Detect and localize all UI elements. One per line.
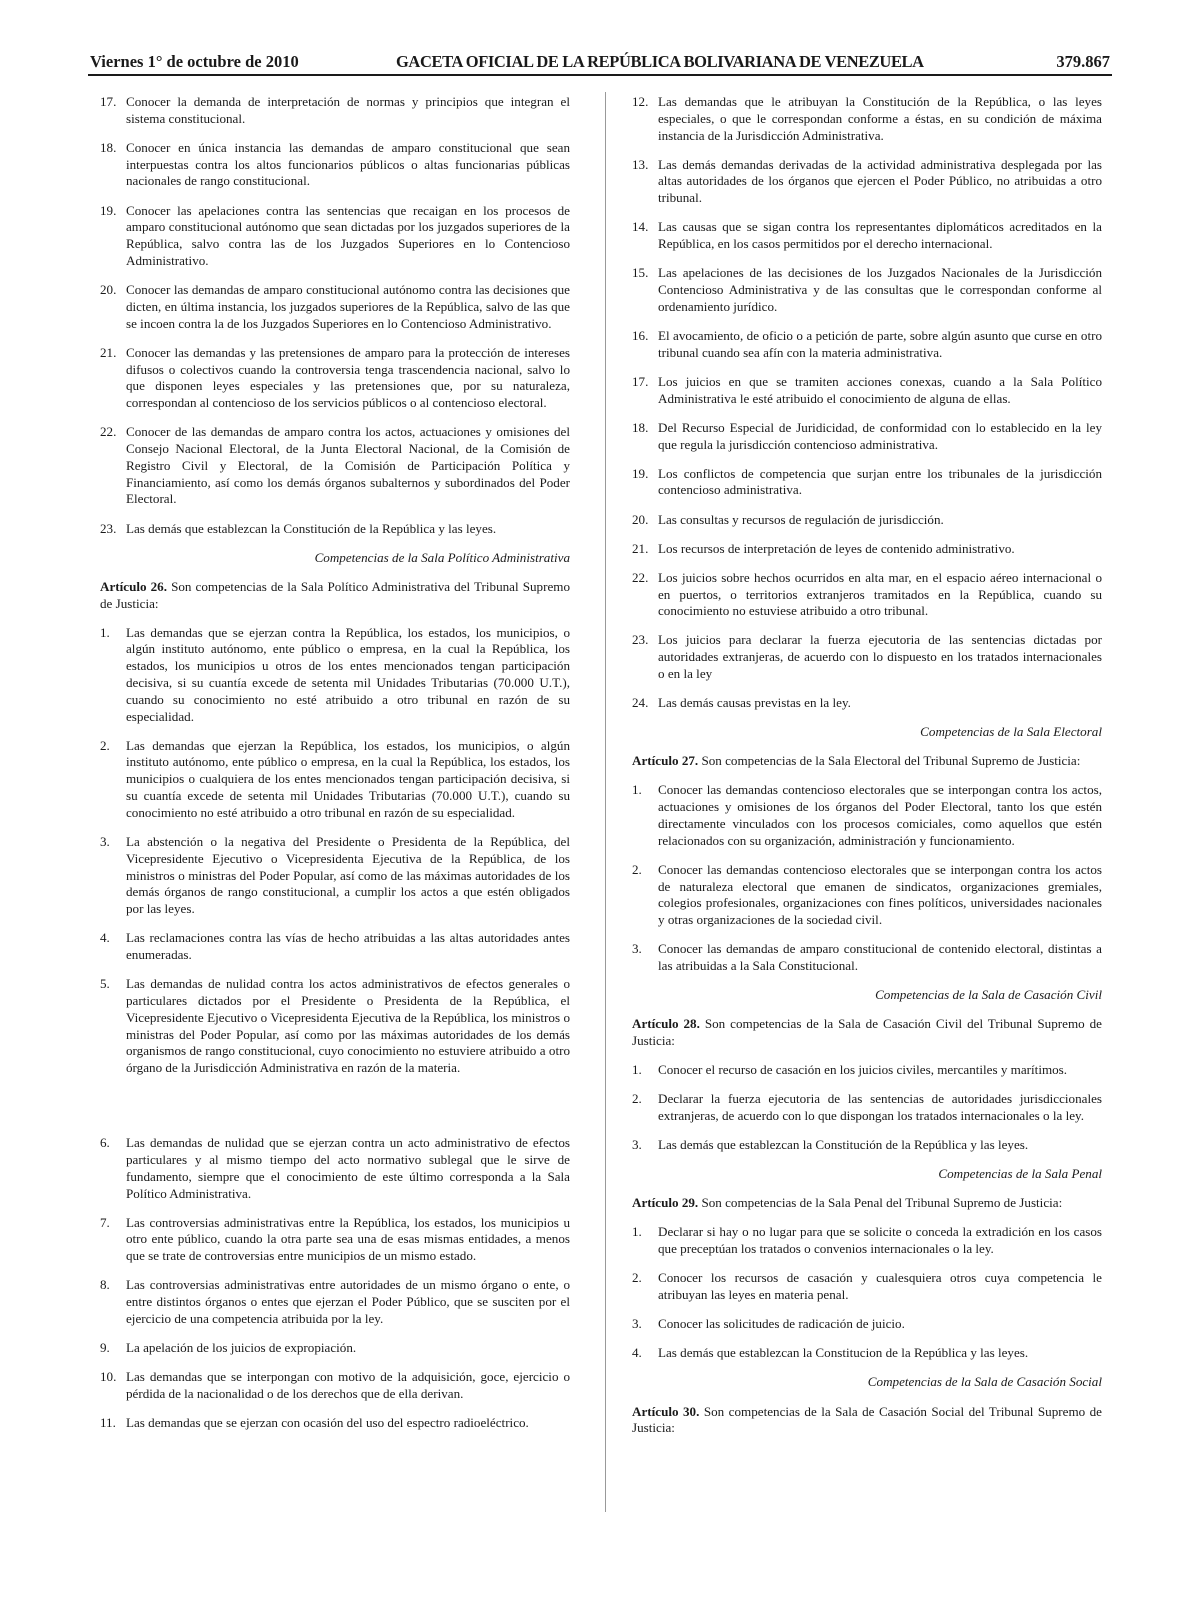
list-item: [632, 1270, 1102, 1304]
article-label: Artículo 27.: [632, 753, 699, 769]
item-text: Las consultas y recursos de regulación de jurisdicción.: [658, 511, 944, 527]
list-item: [100, 1277, 570, 1327]
list-item: [100, 625, 570, 726]
list-item: [100, 203, 570, 270]
item-number: 22.: [632, 569, 649, 585]
item-text: Las demás que establezcan la Constitucion de la República y las leyes.: [658, 1345, 1029, 1361]
section-heading: Competencias de la Sala Político Administrativa: [314, 549, 570, 565]
item-number: 2.: [632, 861, 642, 877]
item-text: Las demandas que le atribuyan la Constitución de la República, o las leyes especiales, o que le correspondan conforme a éstas, en su condición de máxima instancia de la Jurisdicción Administrativa.: [658, 94, 1102, 143]
list-item: [632, 219, 1102, 253]
item-number: 3.: [632, 1137, 642, 1153]
item-text: La abstención o la negativa del Presidente o Presidenta de la República, del Vicepresidente Ejecutivo o Vicepresidenta Ejecutiva de la República, de los ministros o ministras del Poder Popular, así como de las máximas autoridades de los demás órganos de rango constitucional, a cumplir los actos a que estén obligados por las leyes.: [126, 833, 570, 917]
article-26: [100, 579, 570, 613]
article-text: Son competencias de la Sala Electoral del Tribunal Supremo de Justicia:: [701, 753, 1081, 769]
item-number: 8.: [100, 1277, 110, 1293]
list-item: [632, 782, 1102, 849]
item-number: 1.: [632, 1062, 642, 1078]
list-item: [632, 466, 1102, 500]
item-number: 1.: [632, 782, 642, 798]
item-number: 13.: [632, 156, 649, 172]
item-text: Las demás causas previstas en la ley.: [658, 695, 851, 711]
item-number: 20.: [632, 511, 649, 527]
article-29: [632, 1195, 1102, 1212]
item-text: Conocer las demandas de amparo constitucional autónomo contra las decisiones que dicten, en última instancia, los juzgados superiores de la República, salvo de las que se incoen contra la de los Juzgados Superiores en lo Contencioso Administrativo.: [126, 282, 570, 331]
item-number: 16.: [632, 327, 649, 343]
item-text: Las demandas de nulidad que se ejerzan contra un acto administrativo de efectos particulares y al mismo tiempo del acto normativo sublegal que le sirve de fundamento, siempre que el conocimiento de este último corresponda a la Sala Político Administrativa.: [126, 1135, 570, 1201]
item-text: Conocer la demanda de interpretación de normas y principios que integran el sistema constitucional.: [126, 94, 570, 126]
item-text: Las demás que establezcan la Constitución de la República y las leyes.: [126, 520, 497, 536]
article-30: [632, 1404, 1102, 1438]
list-item: [100, 140, 570, 190]
list-item: [632, 541, 1102, 558]
item-text: Conocer las demandas contencioso electorales que se interpongan contra los actos de naturaleza electoral que emanen de sindicatos, organizaciones gremiales, colegios profesionales, organizaciones con fines políticos, universidades nacionales y otras organizaciones de la sociedad civil.: [658, 861, 1102, 928]
item-number: 10.: [100, 1369, 117, 1385]
item-text: Declarar la fuerza ejecutoria de las sentencias de autoridades jurisdiccionales extranjeras, de acuerdo con lo que dispongan los tratados internacionales o la ley.: [658, 1091, 1102, 1124]
item-text: Las reclamaciones contra las vías de hecho atribuidas a las altas autoridades antes enumeradas.: [126, 930, 570, 963]
item-text: Declarar si hay o no lugar para que se solicite o conceda la extradición en los casos que preceptúan los tratados o convenios internacionales o la ley.: [658, 1224, 1102, 1257]
list-item: [632, 328, 1102, 362]
item-number: 1.: [100, 624, 110, 640]
section-heading: Competencias de la Sala de Casación Civil: [875, 987, 1102, 1003]
list-item: [100, 1369, 570, 1403]
item-number: 2.: [100, 737, 110, 753]
list-item: [632, 265, 1102, 315]
list-item: [100, 424, 570, 508]
list-item: [100, 1340, 570, 1357]
item-number: 4.: [632, 1345, 642, 1361]
item-number: 2.: [632, 1091, 642, 1107]
list-item: [632, 632, 1102, 682]
item-number: 3.: [632, 1316, 642, 1332]
list-item: [100, 1135, 570, 1202]
list-item: [632, 1137, 1102, 1154]
item-number: 9.: [100, 1340, 110, 1356]
column-divider: [605, 92, 606, 1512]
item-number: 4.: [100, 930, 110, 946]
item-text: Las controversias administrativas entre autoridades de un mismo órgano o ente, o entre distintos órganos o entes que ejerzan el Poder Público, que se susciten por el ejercicio de una competencia atribuida por la ley.: [126, 1277, 570, 1326]
item-text: Los juicios sobre hechos ocurridos en alta mar, en el espacio aéreo internacional o en puertos, o territorios extranjeros tramitados en la República, cuando su conocimiento no estuviese atribuido a otro tribunal.: [658, 569, 1102, 619]
item-number: 3.: [632, 941, 642, 957]
article-27: [632, 753, 1102, 770]
item-number: 5.: [100, 976, 110, 992]
item-number: 18.: [100, 139, 117, 155]
list-item: [100, 94, 570, 128]
page-number: 379.867: [1056, 52, 1110, 71]
item-number: 20.: [100, 282, 117, 298]
article-text: Son competencias de la Sala Penal del Tribunal Supremo de Justicia:: [701, 1195, 1063, 1211]
item-text: Las demandas de nulidad contra los actos administrativos de efectos generales o particulares dictados por el Presidente o Presidenta de la República, el Vicepresidente Ejecutivo o Vicepresidenta Ejecutiva de la República, los ministros o ministras del Poder Popular, así como por las máximas autoridades de los demás organismos de rango constitucional, cuyo conocimiento no estuviere atribuido a otro órgano de la Jurisdicción Administrativa en razón de la materia.: [126, 976, 570, 1076]
article-text: Son competencias de la Sala Político Administrativa del Tribunal Supremo de Justicia:: [100, 578, 570, 611]
list-item: [632, 1091, 1102, 1125]
item-number: 6.: [100, 1135, 110, 1151]
list-item: [632, 941, 1102, 975]
item-number: 17.: [632, 373, 649, 389]
item-text: Las demás demandas derivadas de la actividad administrativa desplegada por las altas autoridades de los órganos que ejercen el Poder Público, no atribuidas a otro tribunal.: [658, 156, 1102, 206]
item-text: El avocamiento, de oficio o a petición de parte, sobre algún asunto que curse en otro tribunal cuando sea afín con la materia administrativa.: [658, 327, 1102, 360]
item-text: Los juicios para declarar la fuerza ejecutoria de las sentencias dictadas por autoridades extranjeras, de acuerdo con lo dispuesto en los tratados internacionales o en la ley: [658, 632, 1102, 681]
item-text: La apelación de los juicios de expropiación.: [126, 1340, 357, 1356]
item-text: Conocer las apelaciones contra las sentencias que recaigan en los procesos de amparo constitucional autónomo que sean dictadas por los juzgados superiores de la República, salvo contra las de los Juzgados Superiores en lo Contencioso Administrativo.: [126, 202, 570, 268]
list-item: [100, 282, 570, 332]
article-label: Artículo 26.: [100, 578, 167, 594]
item-text: Del Recurso Especial de Juridicidad, de conformidad con lo establecido en la ley que regula la jurisdicción contencioso administrativa.: [658, 419, 1102, 452]
list-item: [100, 345, 570, 412]
list-item: [632, 1316, 1102, 1333]
list-item: [632, 420, 1102, 454]
item-number: 22.: [100, 424, 117, 440]
list-item: [100, 1415, 570, 1432]
list-item: [632, 512, 1102, 529]
item-number: 19.: [632, 465, 649, 481]
item-number: 15.: [632, 265, 649, 281]
item-text: Conocer el recurso de casación en los juicios civiles, mercantiles y marítimos.: [658, 1062, 1068, 1078]
left-column: [100, 94, 570, 1444]
list-item: [100, 738, 570, 822]
item-number: 11.: [100, 1415, 116, 1431]
item-number: 23.: [100, 520, 117, 536]
item-text: Las demandas que ejerzan la República, los estados, los municipios, o algún instituto autónomo, ente público o empresa, en la cual la República, los estados, los municipios o cualquiera de los entes mencionados tengan participación decisiva, si su cuantía excede de setenta mil Unidades Tributarias (70.000 U.T.), cuando su conocimiento no esté atribuido a otro tribunal en razón de su especialidad.: [126, 737, 570, 820]
item-number: 21.: [100, 344, 117, 360]
item-number: 19.: [100, 202, 117, 218]
list-item: [100, 834, 570, 918]
item-text: Conocer las demandas y las pretensiones de amparo para la protección de intereses difusos o colectivos cuando la controversia tenga trascendencia nacional, salvo lo que disponen leyes especiales y las pretensiones que, por su naturaleza, correspondan al contencioso de los servicios públicos o al contencioso electoral.: [126, 344, 570, 411]
item-number: 18.: [632, 419, 649, 435]
list-item: [100, 930, 570, 964]
item-text: Las demandas que se interpongan con motivo de la adquisición, goce, ejercicio o pérdida de la nacionalidad o de los derechos que de ella derivan.: [126, 1369, 570, 1401]
list-item: [632, 1062, 1102, 1079]
page-header: [90, 52, 1110, 76]
section-heading: Competencias de la Sala Electoral: [920, 724, 1102, 740]
list-item: [100, 1215, 570, 1265]
list-item: [100, 521, 570, 538]
item-text: Los conflictos de competencia que surjan entre los tribunales de la jurisdicción contencioso administrativa.: [658, 465, 1102, 498]
list-item: [632, 695, 1102, 712]
list-item: [632, 1345, 1102, 1362]
item-text: Los recursos de interpretación de leyes de contenido administrativo.: [658, 540, 1015, 556]
list-item: [100, 976, 570, 1077]
article-label: Artículo 29.: [632, 1195, 699, 1211]
list-item: [632, 1224, 1102, 1258]
list-item: [632, 157, 1102, 207]
spacer: [100, 1089, 570, 1135]
item-text: Los juicios en que se tramiten acciones conexas, cuando a la Sala Político Administrativa le esté atribuido el conocimiento de alguna de ellas.: [658, 373, 1102, 406]
item-text: Conocer los recursos de casación y cualesquiera otros cuya competencia le atribuyan las leyes en materia penal.: [658, 1270, 1102, 1303]
article-label: Artículo 30.: [632, 1403, 700, 1419]
list-item: [632, 862, 1102, 929]
list-item: [632, 94, 1102, 144]
article-label: Artículo 28.: [632, 1016, 700, 1032]
item-number: 21.: [632, 540, 649, 556]
item-number: 3.: [100, 833, 110, 849]
item-number: 23.: [632, 632, 649, 648]
section-heading: Competencias de la Sala de Casación Social: [867, 1374, 1102, 1390]
article-text: Son competencias de la Sala de Casación Social del Tribunal Supremo de Justicia:: [632, 1403, 1102, 1436]
list-item: [632, 570, 1102, 620]
article-28: [632, 1016, 1102, 1050]
item-text: Conocer las solicitudes de radicación de juicio.: [658, 1316, 905, 1332]
right-column: [632, 94, 1102, 1449]
item-text: Las demandas que se ejerzan con ocasión del uso del espectro radioeléctrico.: [126, 1415, 529, 1431]
item-text: Las controversias administrativas entre la República, los estados, los municipios u otro ente público, cuando la otra parte sea una de esas mismas entidades, a menos que se trate de controversias entre municipios de un mismo estado.: [126, 1214, 570, 1264]
item-text: Conocer en única instancia las demandas de amparo constitucional que sean interpuestas contra los altos funcionarios públicos o altas funcionarias públicas nacionales de rango constitucional.: [126, 139, 570, 189]
item-text: Las demás que establezcan la Constitución de la República y las leyes.: [658, 1137, 1029, 1153]
item-text: Conocer de las demandas de amparo contra los actos, actuaciones y omisiones del Consejo Nacional Electoral, de la Junta Electoral Nacional, de la Comisión de Registro Civil y Electoral, de la Comisión de Participación Política y Financiamiento, así como los demás órganos subalternos y subordinados del Poder Electoral.: [126, 424, 570, 507]
header-date: Viernes 1° de octubre de 2010: [90, 52, 299, 71]
gazette-title: GACETA OFICIAL DE LA REPÚBLICA BOLIVARIANA DE VENEZUELA: [396, 52, 924, 71]
item-number: 7.: [100, 1214, 110, 1230]
header-rule: [88, 74, 1112, 76]
item-text: Las causas que se sigan contra los representantes diplomáticos acreditados en la República, en los casos permitidos por el derecho internacional.: [658, 219, 1102, 252]
item-number: 24.: [632, 695, 649, 711]
item-number: 17.: [100, 94, 117, 109]
item-number: 12.: [632, 94, 649, 109]
item-text: Las apelaciones de las decisiones de los Juzgados Nacionales de la Jurisdicción Contencioso Administrativa y de las consultas que le correspondan conforme al ordenamiento jurídico.: [658, 265, 1102, 314]
item-number: 2.: [632, 1270, 642, 1286]
item-text: Las demandas que se ejerzan contra la República, los estados, los municipios, o algún instituto autónomo, ente público o empresa, en la cual la República, los estados, los municipios u otros de los entes mencionados tengan participación decisiva, si su cuantía excede de setenta mil Unidades Tributarias (70.000 U.T.), cuando su conocimiento no esté atribuido a otro tribunal en razón de su especialidad.: [126, 624, 570, 724]
section-heading: Competencias de la Sala Penal: [938, 1166, 1102, 1182]
article-text: Son competencias de la Sala de Casación Civil del Tribunal Supremo de Justicia:: [632, 1016, 1102, 1049]
item-number: 1.: [632, 1224, 642, 1240]
item-text: Conocer las demandas de amparo constitucional de contenido electoral, distintas a las atribuidas a la Sala Constitucional.: [658, 941, 1102, 974]
list-item: [632, 374, 1102, 408]
item-text: Conocer las demandas contencioso electorales que se interpongan contra los actos, actuaciones y omisiones de los órganos del Poder Electoral, tanto los que estén directamente vinculados con los procesos comiciales, como aquellos que estén relacionados con su organización, administración y funcionamiento.: [658, 782, 1102, 848]
item-number: 14.: [632, 219, 649, 235]
